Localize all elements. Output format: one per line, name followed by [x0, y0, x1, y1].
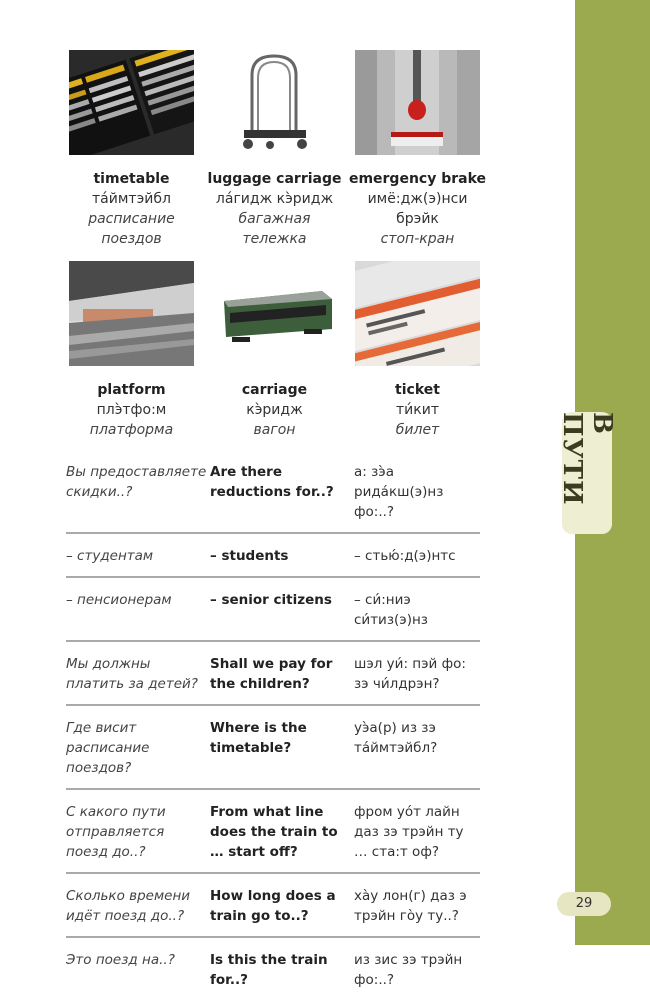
chapter-tab-label: В ПУТИ [557, 412, 617, 506]
phrase-transcription: – си́:ниэ си́тиз(э)нз [354, 592, 428, 628]
vocab-transcription: ла́гидж кэ̀ридж [215, 191, 334, 207]
vocab-transcription: ти́кит [396, 402, 439, 418]
vocab-english: luggage carriage [207, 171, 342, 187]
vocab-item [203, 50, 346, 249]
vocab-russian: билет [395, 422, 440, 438]
phrase-russian: Это поезд на..? [66, 952, 175, 968]
station-platform-icon [69, 261, 194, 366]
emergency-brake-icon [355, 50, 480, 155]
vocab-transcription: имё:дж(э)нси [367, 191, 468, 207]
phrase-russian: – пенсионерам [66, 592, 172, 608]
phrase-russian: – студентам [66, 548, 154, 564]
vocab-transcription: кэ̀ридж [246, 402, 303, 418]
luggage-cart-icon [212, 50, 337, 155]
phrase-row [66, 642, 480, 706]
vocab-item [60, 261, 203, 440]
phrase-row [66, 456, 480, 534]
vocab-russian: тележка [242, 231, 307, 247]
phrase-transcription: а: зэ̀а рида́кш(э)нз фо:..? [354, 464, 444, 520]
vocab-item [346, 50, 489, 249]
vocab-english: platform [97, 382, 166, 398]
phrase-russian: Мы должны платить за детей? [66, 656, 198, 692]
vocab-russian: стоп-кран [380, 231, 455, 247]
phrase-transcription: из зис зэ трэйн фо:..? [354, 952, 463, 988]
phrase-transcription: уэ̀а(р) из зэ та́ймтэйбл? [354, 720, 438, 756]
vocab-item [60, 50, 203, 249]
phrase-row [66, 578, 480, 642]
vocab-english: ticket [395, 382, 440, 398]
vocab-item [346, 261, 489, 440]
vocab-english: emergency brake [348, 171, 487, 187]
phrase-russian: Сколько времени идёт поезд до..? [66, 888, 191, 924]
phrase-row [66, 874, 480, 938]
phrase-english: How long does a train go to..? [210, 888, 336, 924]
page-number: 29 [557, 892, 611, 916]
vocab-russian: расписание [88, 211, 175, 227]
phrase-transcription: – стью́:д(э)нтс [354, 548, 456, 564]
phrase-english: From what line does the train to … start off? [210, 804, 338, 860]
phrase-row [66, 534, 480, 578]
vocab-russian: поездов [101, 231, 162, 247]
phrase-russian: Где висит расписание поездов? [66, 720, 150, 776]
phrase-russian: С какого пути отправляется поезд до..? [66, 804, 166, 860]
vocab-english: timetable [93, 171, 170, 187]
phrase-english: – senior citizens [210, 592, 332, 608]
vocab-item [203, 261, 346, 440]
phrase-row [66, 938, 480, 1000]
phrase-english: Are there reductions for..? [210, 464, 334, 500]
vocab-russian: платформа [89, 422, 174, 438]
chapter-tab [557, 412, 617, 534]
vocab-transcription: брэйк [396, 211, 439, 227]
phrase-transcription: ха̀у лон(г) даз э трэйн го̀у ту..? [354, 888, 467, 924]
phrase-row [66, 790, 480, 874]
train-ticket-icon [355, 261, 480, 366]
phrase-transcription: фром уо́т лайн даз зэ трэйн ту … ста:т оф? [354, 804, 464, 860]
phrase-english: – students [210, 548, 289, 564]
vocab-russian: вагон [253, 422, 296, 438]
phrase-english: Is this the train for..? [210, 952, 328, 988]
vocab-english: carriage [241, 382, 308, 398]
vocab-transcription: та́ймтэйбл [92, 191, 171, 207]
vocab-russian: багажная [238, 211, 311, 227]
departure-board-icon [69, 50, 194, 155]
phrase-english: Where is the timetable? [210, 720, 307, 756]
phrase-table [66, 456, 480, 1000]
vocab-transcription: плэ̀тфо:м [96, 402, 167, 418]
phrase-row [66, 706, 480, 790]
phrase-russian: Вы предоставляете скидки..? [66, 464, 207, 500]
phrase-english: Shall we pay for the children? [210, 656, 333, 692]
train-carriage-icon [212, 261, 337, 366]
phrase-transcription: шэл уи́: пэй фо: зэ чи́лдрэн? [354, 656, 466, 692]
